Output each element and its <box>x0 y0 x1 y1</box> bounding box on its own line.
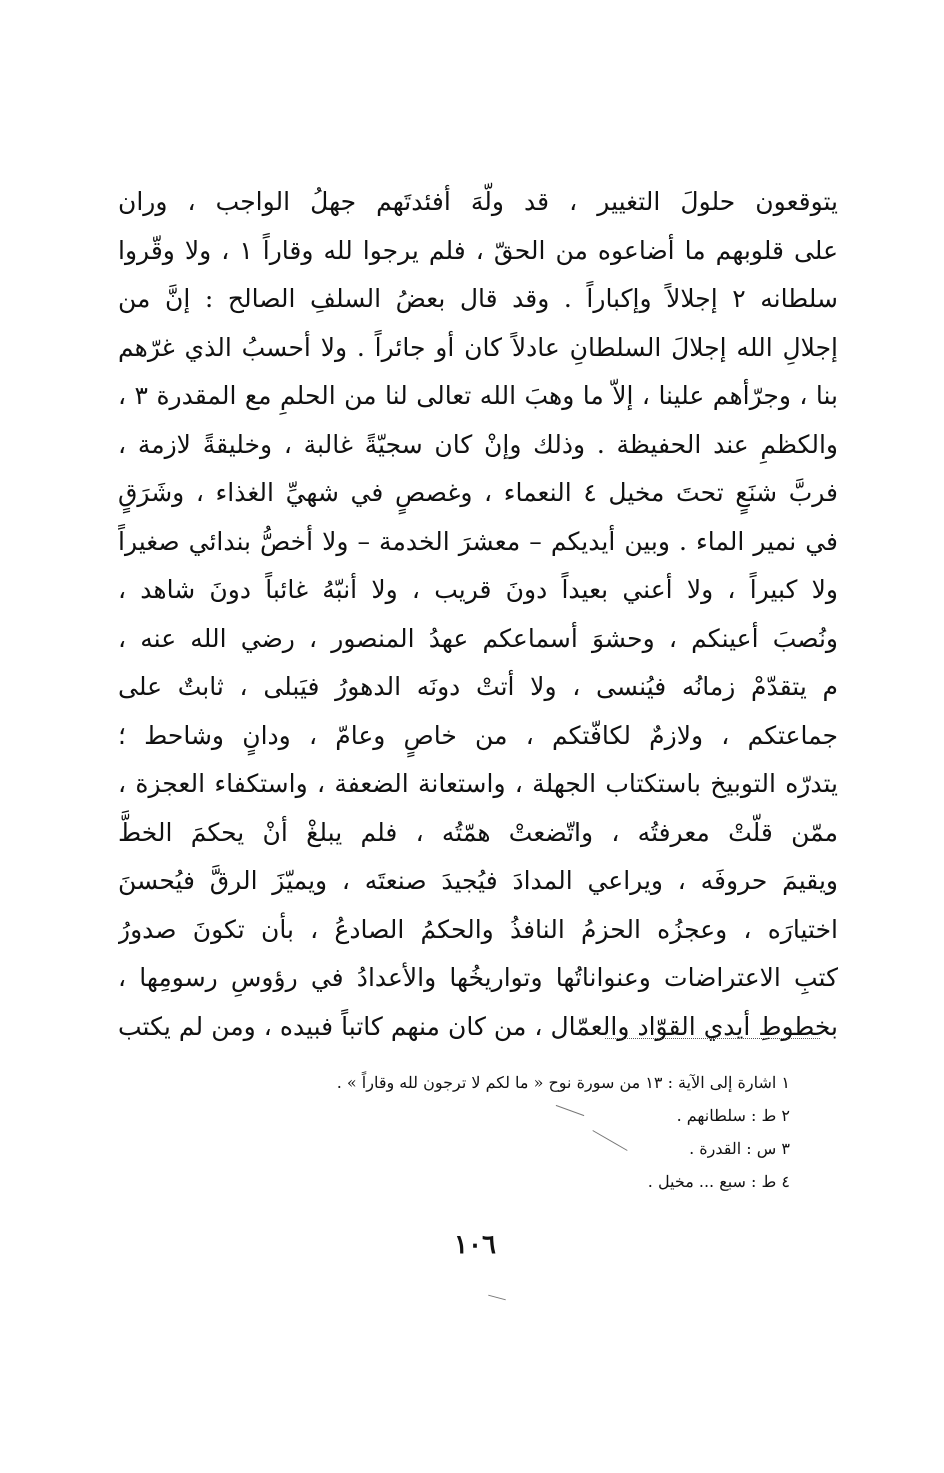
footnote: ٤ ط : سبع ... مخيل . <box>647 1172 790 1191</box>
text-line: ممّن قلّتْ معرفتُه ، واتّضعتْ همّتُه ، فلم يبلغْ أنْ يحكمَ الخطَّ <box>118 817 838 847</box>
text-line: في نمير الماء . وبين أيديكم – معشرَ الخدمة – ولا أخصُّ بندائي صغيراً <box>118 526 838 556</box>
footnote-separator <box>605 1038 820 1039</box>
text-line: يتوقعون حلولَ التغيير ، قد ولّهَ أفئدتَهم جهلُ الواجب ، وران <box>118 187 838 216</box>
text-line: على قلوبهم ما أضاعوه من الحقّ ، فلم يرجوا لله وقاراً ١ ، ولا وقّروا <box>118 235 838 265</box>
page-number: ١٠٦ <box>454 1230 496 1260</box>
text-line: م يتقدّمْ زمانُه فيُنسى ، ولا أتتْ دونَه الدهورُ فيَبلى ، ثابتٌ على <box>118 672 838 701</box>
text-line: يتدرّه التوبيخ باستكتاب الجهلة ، واستعانة الضعفة ، واستكفاء العجزة ، <box>118 769 838 798</box>
body-text <box>118 178 838 1051</box>
footnote: ٢ ط : سلطانهم . <box>676 1106 790 1125</box>
text-line: والكظمِ عند الحفيظة . وذلك وإنْ كان سجيّةً غالبة ، وخليقةً لازمة ، <box>118 429 838 459</box>
text-line: فربَّ شنَعٍ تحتَ مخيل ٤ النعماء ، وغصصٍ في شهيِّ الغذاء ، وشَرَقٍ <box>118 478 838 507</box>
text-line: سلطانه ٢ إجلالاً وإكباراً . وقد قال بعضُ السلفِ الصالح : إنَّ من <box>118 284 838 313</box>
scan-mark <box>488 1295 506 1301</box>
text-line: كتبِ الاعتراضات وعنواناتُها وتواريخُها والأعدادُ في رؤوسِ رسومِها ، <box>118 963 838 992</box>
text-line: جماعتكم ، ولازمٌ لكافّتكم ، من خاصٍ وعامّ ، ودانٍ وشاحط ؛ <box>118 720 838 750</box>
footnote: ١ اشارة إلى الآية : ١٣ من سورة نوح « ما لكم لا ترجون لله وقاراً » . <box>336 1073 790 1092</box>
text-line: ولا كبيراً ، ولا أعني بعيداً دونَ قريب ، ولا أنبّهُ غائباً دونَ شاهد ، <box>118 575 838 604</box>
text-line: اختيارَه ، وعجزُه الحزمُ النافذُ والحكمُ الصادعُ ، بأن تكونَ صدورُ <box>118 914 838 944</box>
footnotes <box>230 1066 790 1198</box>
footnote: ٣ س : القدرة . <box>689 1139 790 1158</box>
text-line: بخطوطِ أيدي القوّاد والعمّال ، من كان منهم كاتباً فبيده ، ومن لم يكتب <box>118 1011 838 1041</box>
text-line: إجلالِ الله إجلالَ السلطانِ عادلاً كان أو جائراً . ولا أحسبُ الذي غرّهم <box>118 332 838 362</box>
text-line: ويقيمَ حروفَه ، ويراعي المدادَ فيُجيدَ صنعتَه ، ويميّزَ الرقَّ فيُحسنَ <box>118 866 838 895</box>
text-line: ونُصبَ أعينكم ، وحشوَ أسماعكم عهدُ المنصور ، رضي الله عنه ، <box>118 623 838 653</box>
text-line: بنا ، وجرّأهم علينا ، إلاّ ما وهبَ الله تعالى لنا من الحلمِ مع المقدرة ٣ ، <box>118 381 838 410</box>
